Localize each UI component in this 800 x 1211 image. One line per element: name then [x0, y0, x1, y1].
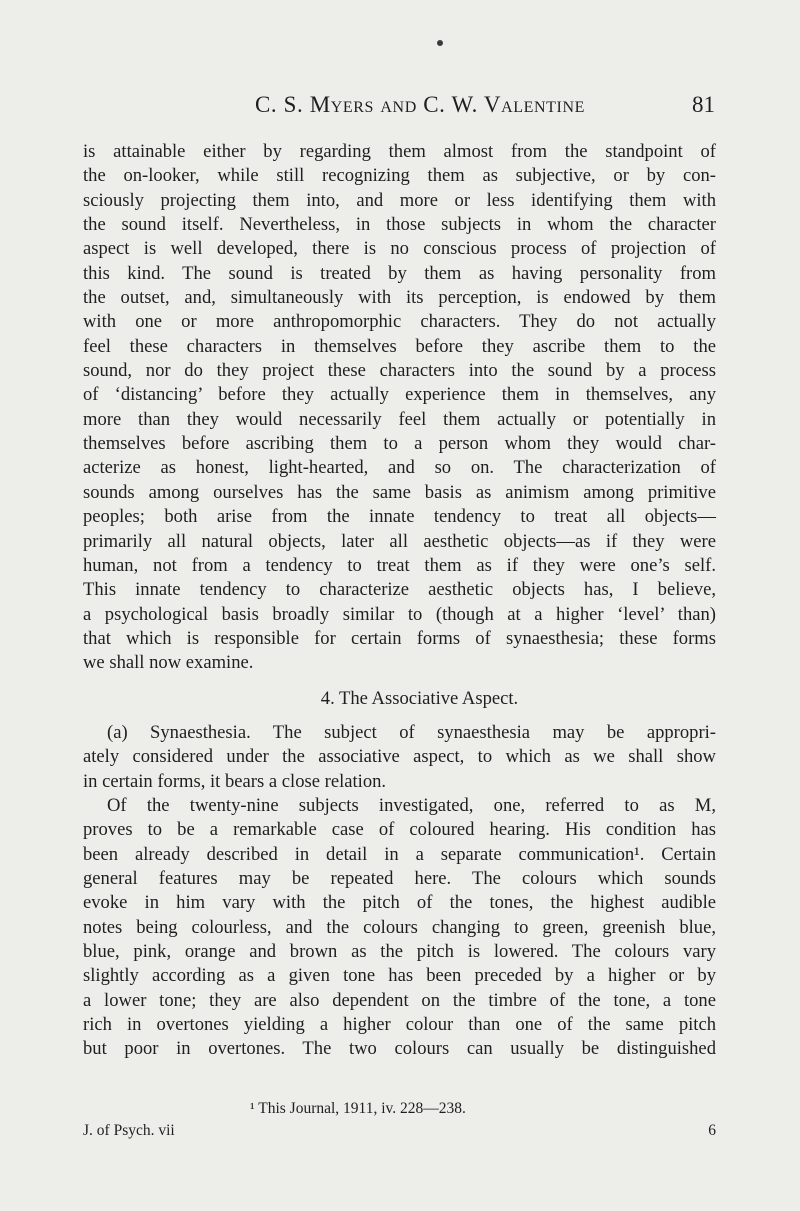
text-line: themselves before ascribing them to a person whom they would char- [83, 433, 716, 455]
text-line: we shall now examine. [83, 652, 254, 674]
footnote: ¹ This Journal, 1911, iv. 228—238. [250, 1100, 466, 1117]
text-line: the outset, and, simultaneously with its perception, is endowed by them [83, 287, 716, 309]
paragraph-2 [83, 721, 716, 794]
text-line: peoples; both arise from the innate tendency to treat all objects— [83, 506, 716, 528]
text-line: is attainable either by regarding them almost from the standpoint of [83, 141, 716, 162]
running-head [0, 92, 800, 132]
text-line: (a) Synaesthesia. The subject of synaesthesia may be appropri- [107, 721, 716, 743]
text-line: a lower tone; they are also dependent on the timbre of the tone, a tone [83, 989, 716, 1011]
text-line: ately considered under the associative aspect, to which as we shall show [83, 746, 716, 768]
text-line: This innate tendency to characterize aesthetic objects has, I believe, [83, 579, 716, 601]
text-line: blue, pink, orange and brown as the pitch is lowered. The colours vary [83, 941, 716, 962]
text-line: aspect is well developed, there is no conscious process of projection of [83, 238, 716, 260]
text-line: this kind. The sound is treated by them as having personality from [83, 262, 716, 284]
text-line: proves to be a remarkable case of coloured hearing. His condition has [83, 819, 716, 841]
journal-signature: J. of Psych. vii [83, 1122, 175, 1139]
text-line: been already described in detail in a separate communication¹. Certain [83, 843, 716, 865]
body-text [83, 140, 716, 1062]
text-line: of ‘distancing’ before they actually experience them in themselves, any [83, 384, 716, 406]
paragraph-1 [83, 140, 716, 676]
text-line: slightly according as a given tone has been preceded by a higher or by [83, 965, 716, 987]
text-line: the sound itself. Nevertheless, in those subjects in whom the character [83, 214, 716, 236]
text-line: rich in overtones yielding a higher colour than one of the same pitch [83, 1014, 716, 1036]
text-line: primarily all natural objects, later all aesthetic objects—as if they were [83, 530, 716, 552]
text-line: that which is responsible for certain forms of synaesthesia; these forms [83, 627, 716, 649]
page-number: 81 [692, 92, 715, 117]
text-line: in certain forms, it bears a close relation. [83, 770, 387, 792]
text-line: sounds among ourselves has the same basis as animism among primitive [83, 481, 716, 503]
text-line: sound, nor do they project these characters into the sound by a process [83, 360, 716, 382]
text-line: notes being colourless, and the colours changing to green, greenish blue, [83, 916, 716, 938]
text-line: with one or more anthropomorphic characters. They do not actually [83, 311, 716, 333]
text-line: more than they would necessarily feel them actually or potentially in [83, 408, 716, 430]
sheet-signature: 6 [708, 1122, 716, 1139]
paragraph-3 [83, 794, 716, 1062]
text-line: acterize as honest, light-hearted, and so on. The characterization of [83, 457, 716, 479]
text-line: evoke in him vary with the pitch of the tones, the highest audible [83, 892, 716, 914]
text-line: human, not from a tendency to treat them as if they were one’s self. [83, 554, 716, 576]
text-line: feel these characters in themselves before they ascribe them to the [83, 335, 716, 357]
text-line: a psychological basis broadly similar to (though at a higher ‘level’ than) [83, 603, 716, 625]
text-line: but poor in overtones. The two colours can usually be distinguished [83, 1038, 716, 1060]
text-line: general features may be repeated here. The colours which sounds [83, 867, 716, 889]
text-line: sciously projecting them into, and more or less identifying them with [83, 189, 716, 211]
running-title: C. S. Myers and C. W. Valentine [254, 92, 586, 117]
text-line: Of the twenty-nine subjects investigated, one, referred to as M, [107, 794, 716, 816]
text-line: the on-looker, while still recognizing them as subjective, or by con- [83, 165, 716, 187]
section-heading: 4. The Associative Aspect. [320, 687, 519, 709]
printed-dot [437, 40, 443, 46]
